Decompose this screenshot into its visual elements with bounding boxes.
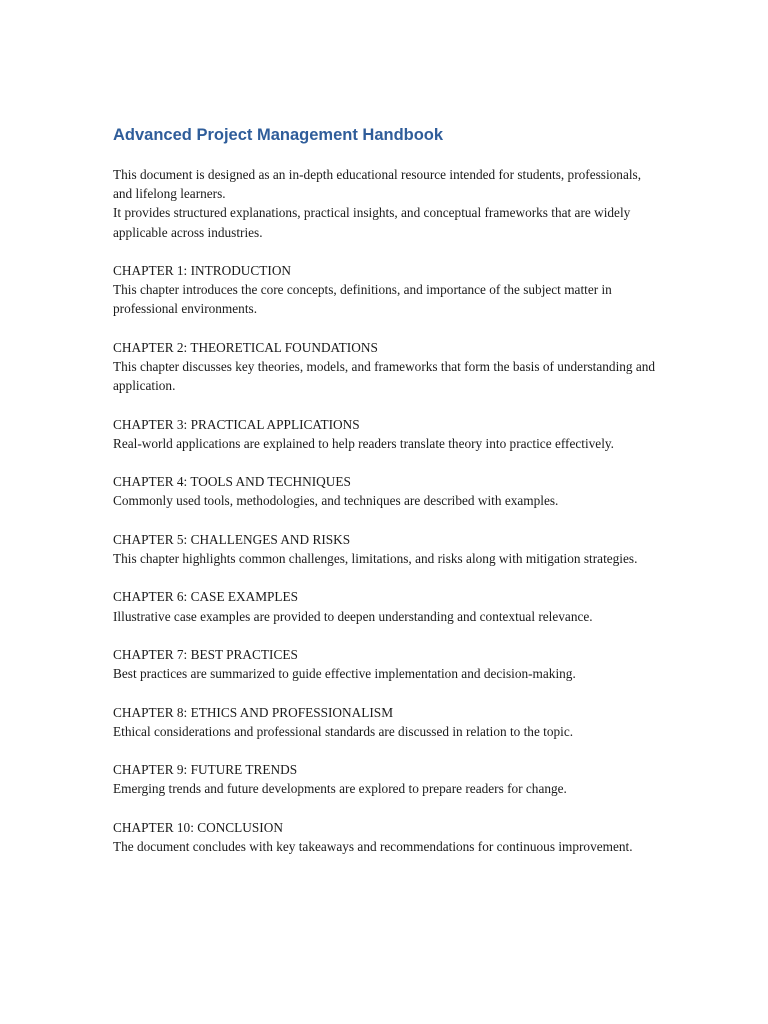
chapter-section xyxy=(113,338,661,396)
intro-section xyxy=(113,165,661,242)
chapter-section xyxy=(113,261,661,319)
chapter-heading: CHAPTER 8: ETHICS AND PROFESSIONALISM xyxy=(113,704,394,720)
chapter-section xyxy=(113,645,661,683)
chapter-body: This chapter discusses key theories, models, and frameworks that form the basis of understanding and application. xyxy=(113,359,656,394)
chapter-heading: CHAPTER 3: PRACTICAL APPLICATIONS xyxy=(113,416,360,432)
chapter-heading: CHAPTER 7: BEST PRACTICES xyxy=(113,646,298,662)
chapter-body: Emerging trends and future developments are explored to prepare readers for change. xyxy=(113,781,567,797)
chapter-heading: CHAPTER 5: CHALLENGES AND RISKS xyxy=(113,531,351,547)
chapter-section xyxy=(113,760,661,798)
document-title: Advanced Project Management Handbook xyxy=(113,126,444,144)
chapter-heading: CHAPTER 2: THEORETICAL FOUNDATIONS xyxy=(113,339,378,355)
chapter-heading: CHAPTER 1: INTRODUCTION xyxy=(113,263,292,278)
chapter-body: Illustrative case examples are provided to deepen understanding and contextual relevance. xyxy=(113,608,593,624)
chapter-body: Commonly used tools, methodologies, and techniques are described with examples. xyxy=(113,493,559,509)
intro-line: It provides structured explanations, practical insights, and conceptual frameworks that are widely applicable across industries. xyxy=(113,205,631,240)
document-body xyxy=(113,124,661,875)
chapter-section xyxy=(113,818,661,856)
chapter-section xyxy=(113,703,661,741)
chapter-heading: CHAPTER 10: CONCLUSION xyxy=(113,819,283,835)
chapter-heading: CHAPTER 4: TOOLS AND TECHNIQUES xyxy=(113,474,351,490)
chapter-section xyxy=(113,415,661,453)
chapter-section xyxy=(113,530,661,568)
chapter-heading: CHAPTER 6: CASE EXAMPLES xyxy=(113,589,299,605)
intro-line: This document is designed as an in-depth educational resource intended for students, professionals, and lifelong learners. xyxy=(113,167,642,202)
chapter-body: The document concludes with key takeaways and recommendations for continuous improvement. xyxy=(113,838,633,854)
chapter-body: This chapter introduces the core concepts, definitions, and importance of the subject matter in professional environments. xyxy=(113,282,612,317)
chapter-body: Best practices are summarized to guide effective implementation and decision-making. xyxy=(113,666,576,682)
chapter-section xyxy=(113,587,661,625)
chapter-heading: CHAPTER 9: FUTURE TRENDS xyxy=(113,762,298,778)
chapter-body: Ethical considerations and professional standards are discussed in relation to the topic. xyxy=(113,723,574,739)
chapter-body: Real-world applications are explained to help readers translate theory into practice effectively. xyxy=(113,435,615,451)
chapter-section xyxy=(113,472,661,510)
chapter-body: This chapter highlights common challenges, limitations, and risks along with mitigation strategies. xyxy=(113,550,638,566)
